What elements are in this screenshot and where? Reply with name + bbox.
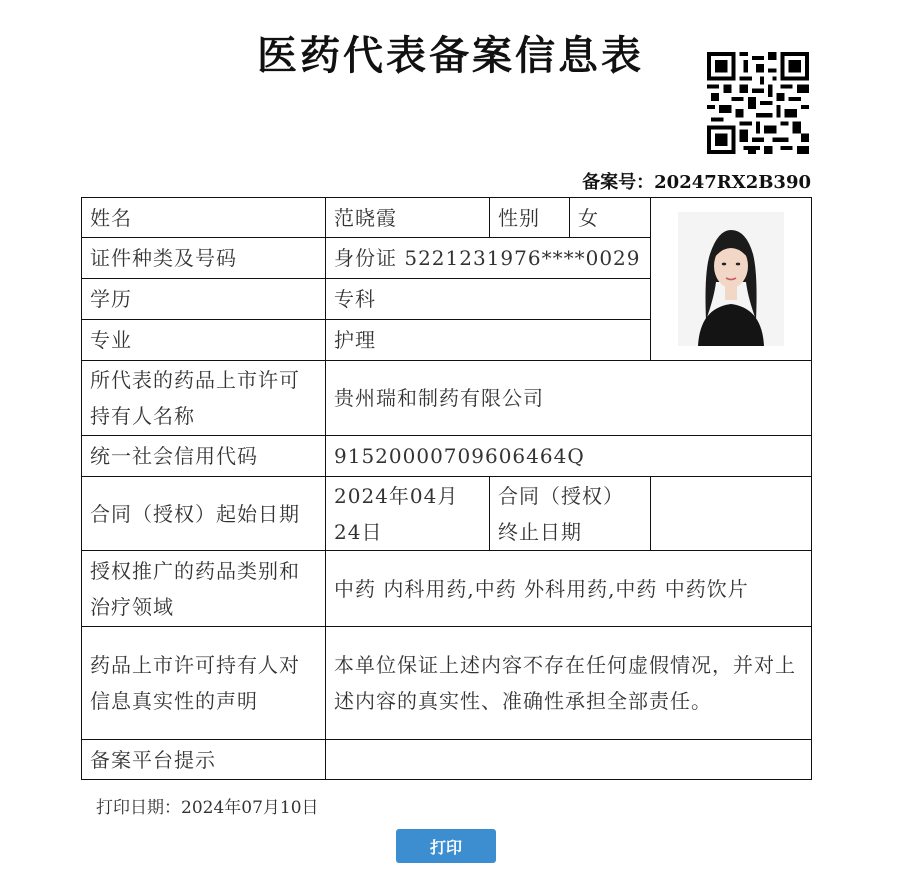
print-button[interactable]: 打印 [396, 829, 496, 863]
table-row [82, 740, 812, 780]
category-label: 授权推广的药品类别和治疗领域 [82, 551, 326, 627]
start-date-value: 2024年04月24日 [326, 477, 490, 551]
record-number [582, 168, 811, 194]
id-value: 身份证 5221231976****0029 [326, 238, 651, 279]
id-label: 证件种类及号码 [82, 238, 326, 279]
table-row [82, 198, 812, 238]
record-number-value: 20247RX2B390 [654, 172, 811, 193]
table-row [82, 477, 812, 551]
record-number-label: 备案号： [582, 172, 655, 193]
credit-code-label: 统一社会信用代码 [82, 436, 326, 477]
holder-label: 所代表的药品上市许可持有人名称 [82, 361, 326, 436]
name-label: 姓名 [82, 198, 326, 238]
qr-code-icon [707, 52, 809, 154]
statement-label: 药品上市许可持有人对信息真实性的声明 [82, 627, 326, 740]
page-title: 医药代表备案信息表 [257, 32, 644, 79]
photo-cell [651, 198, 812, 361]
person-photo [678, 212, 784, 346]
tip-value [326, 740, 812, 780]
major-label: 专业 [82, 320, 326, 361]
start-date-label: 合同（授权）起始日期 [82, 477, 326, 551]
end-date-value [651, 477, 812, 551]
table-row [82, 436, 812, 477]
info-table [81, 197, 812, 780]
tip-label: 备案平台提示 [82, 740, 326, 780]
end-date-label: 合同（授权）终止日期 [490, 477, 651, 551]
print-date [96, 793, 319, 818]
gender-value: 女 [570, 198, 651, 238]
gender-label: 性别 [490, 198, 570, 238]
table-row [82, 627, 812, 740]
table-row [82, 361, 812, 436]
print-date-label: 打印日期： [96, 798, 181, 818]
credit-code-value: 91520000709606464Q [326, 436, 812, 477]
education-value: 专科 [326, 279, 651, 320]
print-date-value: 2024年07月10日 [181, 798, 319, 818]
table-row [82, 551, 812, 627]
category-value: 中药 内科用药,中药 外科用药,中药 中药饮片 [326, 551, 812, 627]
holder-value: 贵州瑞和制药有限公司 [326, 361, 812, 436]
name-value: 范晓霞 [326, 198, 490, 238]
major-value: 护理 [326, 320, 651, 361]
statement-value: 本单位保证上述内容不存在任何虚假情况，并对上述内容的真实性、准确性承担全部责任。 [326, 627, 812, 740]
education-label: 学历 [82, 279, 326, 320]
